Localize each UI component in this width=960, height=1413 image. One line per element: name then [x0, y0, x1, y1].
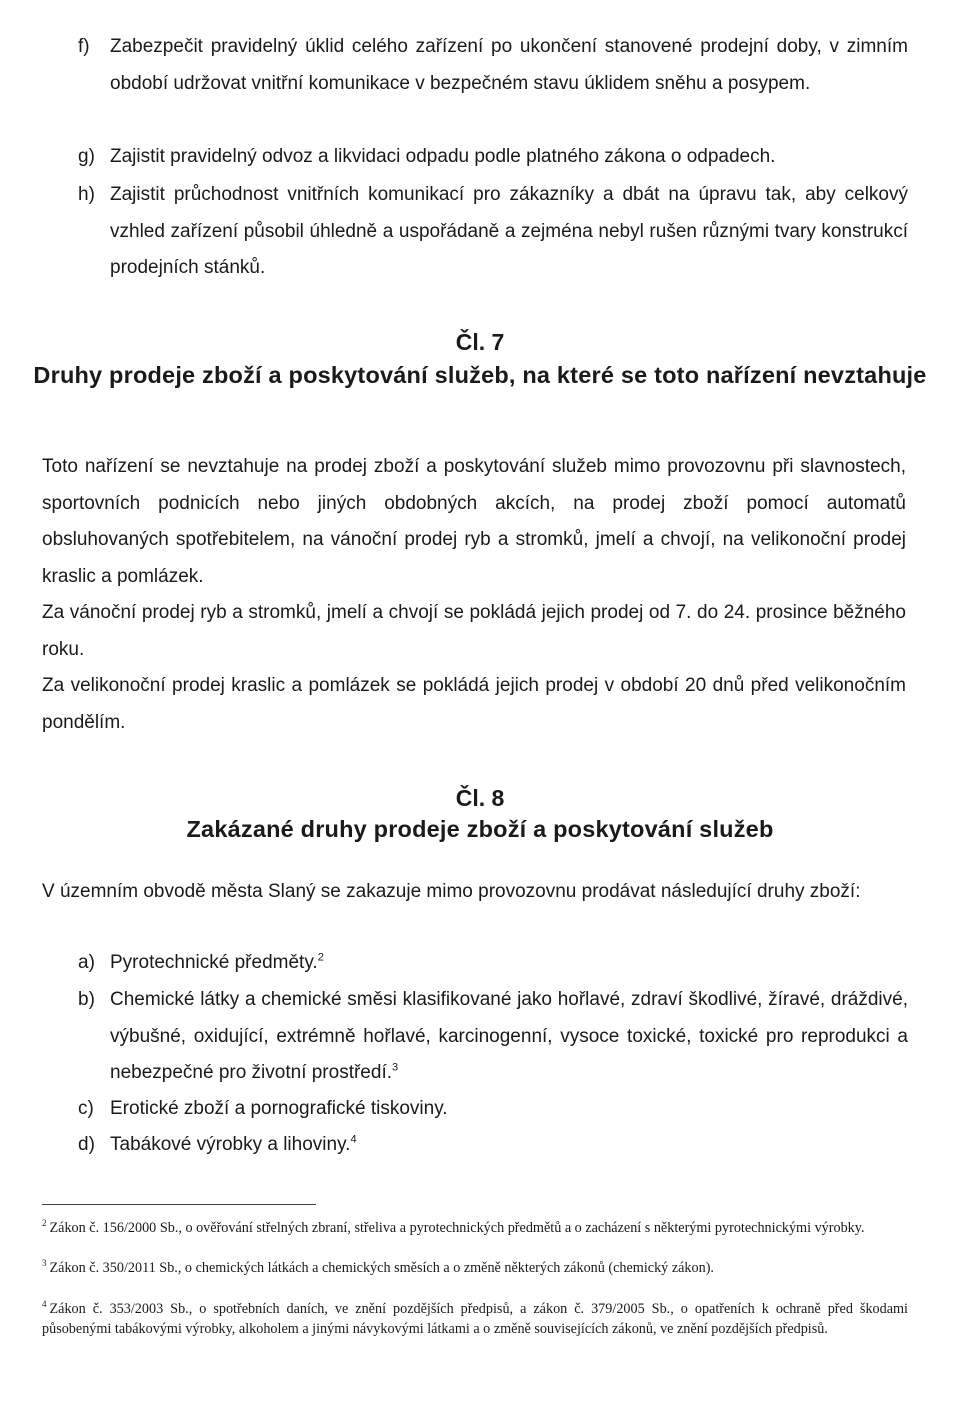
footnote-3	[42, 1259, 908, 1279]
footnote-mark: 3	[42, 1258, 47, 1269]
list-item-label: g)	[78, 146, 95, 167]
article-8-title: Zakázané druhy prodeje zboží a poskytování služeb	[186, 816, 774, 842]
footnote-ref[interactable]: 3	[392, 1061, 399, 1074]
list-item-label: f)	[78, 36, 90, 57]
footnote-ref[interactable]: 4	[350, 1133, 357, 1146]
list-item-text: Zabezpečit pravidelný úklid celého zařízení po ukončení stanovené prodejní doby, v zimním období udržovat vnitřní komunikace v bezpečném stavu úklidem sněhu a posypem.	[110, 36, 908, 94]
article-7-paragraph-1: Toto nařízení se nevztahuje na prodej zboží a poskytování služeb mimo provozovnu při slavnostech, sportovních podnicích nebo jiných obdobných akcích, na prodej zboží pomocí automatů obsluhovaných spotřebitelem, na vánoční prodej ryb a stromků, jmelí a chvojí, na velikonoční prodej kraslic a pomlázek.	[42, 456, 906, 587]
list-item-label: c)	[78, 1098, 94, 1119]
footnote-mark: 4	[42, 1299, 47, 1310]
article-7-title: Druhy prodeje zboží a poskytování služeb, na které se toto nařízení nevztahuje	[33, 362, 927, 388]
list-item-text: Chemické látky a chemické směsi klasifikované jako hořlavé, zdraví škodlivé, žíravé, dráždivé, výbušné, oxidující, extrémně hořlavé, karcinogenní, vysoce toxické, toxické pro reprodukci a nebezpečné pro životní prostředí.$^3$	[110, 989, 908, 1083]
article-7-paragraph-2: Za vánoční prodej ryb a stromků, jmelí a chvojí se pokládá jejich prodej od 7. do 24. prosince běžného roku.	[42, 602, 906, 660]
list-item-g	[78, 139, 908, 176]
footnote-2	[42, 1219, 908, 1239]
list-item-label: h)	[78, 184, 95, 205]
list-item-f	[78, 29, 908, 102]
list-item-text: Zajistit pravidelný odvoz a likvidaci odpadu podle platného zákona o odpadech.	[110, 146, 776, 167]
list-item-text: Pyrotechnické předměty.$^2$	[110, 951, 324, 973]
list-item-a	[78, 945, 908, 982]
list-item-text: Tabákové výrobky a lihoviny.$^4$	[110, 1133, 357, 1155]
footnote-divider	[42, 1204, 316, 1205]
footnote-mark: 2	[42, 1218, 47, 1229]
list-item-label: a)	[78, 952, 95, 973]
list-item-c	[78, 1091, 908, 1128]
list-item-d	[78, 1127, 908, 1164]
article-7-number: Čl. 7	[455, 329, 505, 355]
footnote-4	[42, 1300, 908, 1340]
article-8-number: Čl. 8	[455, 785, 505, 811]
footnote-text: Zákon č. 156/2000 Sb., o ověřování střelných zbraní, střeliva a pyrotechnických předmětů a o zacházení s některými pyrotechnickými výrobky.	[49, 1220, 865, 1236]
list-item-label: d)	[78, 1134, 95, 1155]
list-item-text: Erotické zboží a pornografické tiskoviny.	[110, 1098, 448, 1119]
list-item-label: b)	[78, 989, 95, 1010]
article-7-paragraph-3: Za velikonoční prodej kraslic a pomlázek se pokládá jejich prodej v období 20 dnů před velikonočním pondělím.	[42, 675, 906, 733]
list-item-h	[78, 177, 908, 287]
list-item-b	[78, 982, 908, 1092]
footnote-ref[interactable]: 2	[317, 951, 324, 964]
list-item-text: Zajistit průchodnost vnitřních komunikací pro zákazníky a dbát na úpravu tak, aby celkový vzhled zařízení působil úhledně a uspořádaně a zejména nebyl rušen různými tvary konstrukcí prodejních stánků.	[110, 184, 908, 278]
footnote-text: Zákon č. 353/2003 Sb., o spotřebních daních, ve znění pozdějších předpisů, a zákon č. 379/2005 Sb., o opatřeních k ochraně před škodami působenými tabákovými výrobky, alkoholem a jinými návykovými látkami a o změně souvisejících zákonů, ve znění pozdějších předpisů.	[42, 1301, 908, 1337]
footnote-text: Zákon č. 350/2011 Sb., o chemických látkách a chemických směsích a o změně některých zákonů (chemický zákon).	[49, 1260, 714, 1276]
article-8-intro: V územním obvodě města Slaný se zakazuje mimo provozovnu prodávat následující druhy zboží:	[42, 881, 861, 902]
